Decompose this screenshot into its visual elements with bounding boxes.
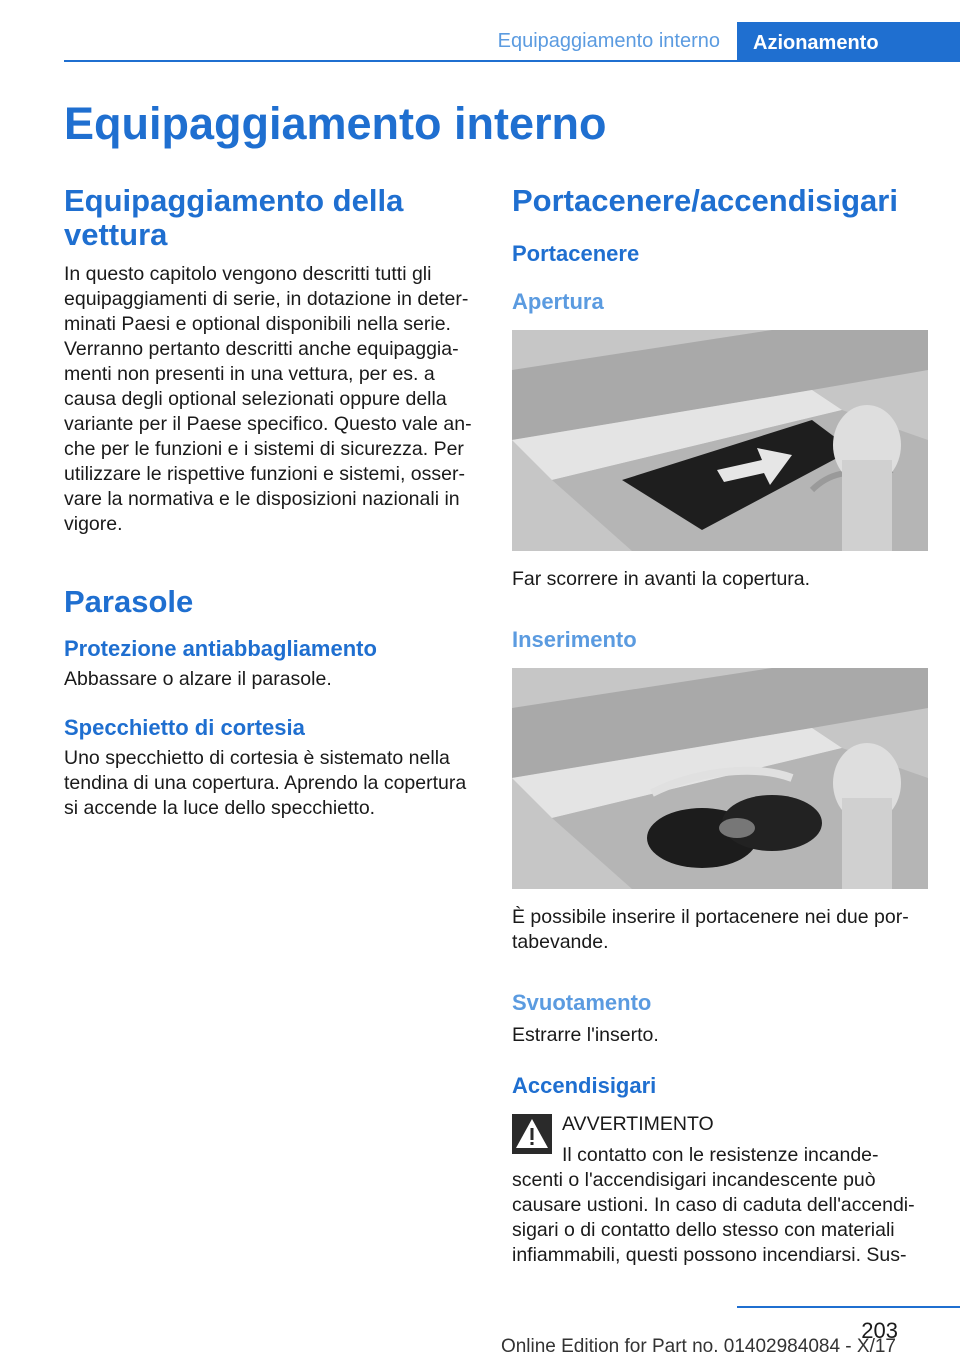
header-tab[interactable]: Azionamento	[737, 22, 960, 62]
warning-text: scenti o l'accendisigari incandescente può causare ustioni. In caso di caduta dell'accendisigari o di contatto dello stesso con materiali infiammabili, questi possono incendiarsi. Sus-	[512, 1169, 915, 1266]
paragraph-svuotamento: Estrarre l'inserto.	[512, 1024, 659, 1046]
heading-protezione: Protezione antiabbagliamento	[64, 636, 377, 661]
heading-svuotamento: Svuotamento	[512, 990, 652, 1015]
paragraph-apertura: Far scorrere in avanti la copertura.	[512, 568, 811, 590]
right-column	[512, 184, 928, 1268]
page-number: 203	[861, 1318, 898, 1343]
heading-parasole: Parasole	[64, 584, 194, 619]
paragraph-inserimento: È possibile inserire il portacenere nei due portabevande.	[512, 906, 909, 953]
header-section: Equipaggiamento interno	[497, 30, 720, 52]
heading-portacenere: Portacenere	[512, 241, 640, 266]
ashtray-insert-image	[512, 668, 928, 889]
heading-apertura: Apertura	[512, 289, 604, 314]
heading-portacenere-accendisigari: Portacenere/accendisigari	[512, 183, 898, 218]
warning-label: AVVERTIMENTO	[562, 1113, 714, 1135]
paragraph-specchietto: Uno specchietto di cortesia è sistemato nella tendina di una copertura. Aprendo la copertura si accende la luce dello specchietto.	[64, 747, 467, 819]
heading-specchietto: Specchietto di cortesia	[64, 715, 305, 740]
ashtray-opening-image	[512, 330, 928, 551]
footer-edition: Online Edition for Part no. 01402984084 - X/17	[500, 1336, 896, 1357]
heading-equipaggiamento-vettura: Equipaggiamento della vettura	[64, 183, 404, 252]
warning-text-first: Il contatto con le resistenze incande-	[562, 1144, 879, 1166]
left-column	[64, 184, 480, 821]
page-title: Equipaggiamento interno	[64, 98, 607, 149]
warning-icon	[512, 1114, 552, 1154]
paragraph-protezione: Abbassare o alzare il parasole.	[64, 668, 332, 690]
heading-inserimento: Inserimento	[512, 627, 637, 652]
warning-block	[512, 1112, 928, 1168]
footer-rule	[737, 1306, 960, 1308]
paragraph-equipaggiamento: In questo capitolo vengono descritti tutti gli equipaggiamenti di serie, in dotazione in determinati Paesi e optional disponibili nella serie. Verranno pertanto descritti anche equipaggiamenti non presenti in una vettura, per es. a causa degli optional selezionati oppure della variante per il Paese specifico. Questo vale anche per le funzioni e i sistemi di sicurezza. Per utilizzare le rispettive funzioni e sistemi, osservare la normativa e le disposizioni nazionali in vigore.	[64, 263, 472, 535]
heading-accendisigari: Accendisigari	[512, 1073, 657, 1098]
